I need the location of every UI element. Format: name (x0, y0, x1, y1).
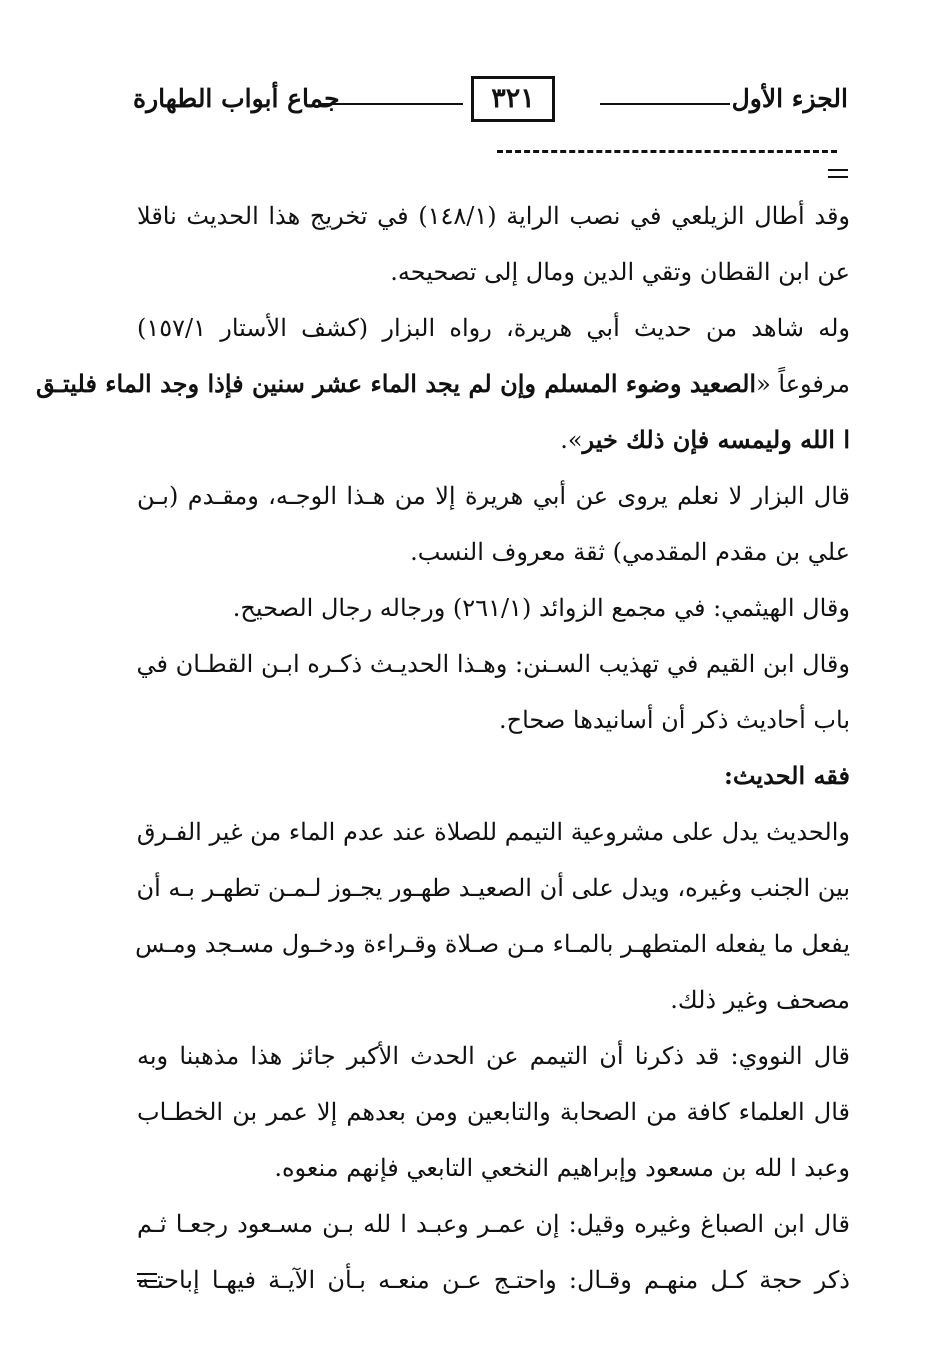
quote-end: ». (560, 426, 583, 454)
text-line: وقال الهيثمي: في مجمع الزوائد (٢٦١/١) ورجاله رجال الصحيح. (232, 594, 850, 622)
text-line: عن ابن القطان وتقي الدين ومال إلى تصحيحه. (390, 258, 850, 286)
hadith-quote-text: ا الله وليمسه فإن ذلك خير (582, 425, 850, 454)
volume-title: الجزء الأول (731, 84, 848, 113)
footnote-separator-dashes (497, 150, 837, 153)
text-line: قال النووي: قد ذكرنا أن التيمم عن الحدث الأكبر جائز هذا مذهبنا وبه (137, 1042, 850, 1070)
text-line: وعبد ا لله بن مسعود وإبراهيم النخعي التابعي فإنهم منعوه. (274, 1154, 850, 1182)
text-line: يفعل ما يفعله المتطهـر بالمـاء مـن صـلاة وقـراءة ودخـول مسـجد ومـس (135, 930, 850, 958)
main-text (35, 188, 851, 1308)
continuation-mark-top (828, 169, 848, 178)
quote-prefix: مرفوعاً « (756, 370, 850, 398)
hadith-quote-text: الصعيد وضوء المسلم وإن لم يجد الماء عشر سنين فإذا وجد الماء فليتـق (35, 369, 757, 398)
page-number: ٣٢١ (491, 83, 535, 114)
page-header (133, 76, 848, 128)
text-line: والحديث يدل على مشروعية التيمم للصلاة عند عدم الماء من غير الفـرق (136, 818, 850, 846)
header-rule-left (321, 103, 463, 105)
text-line: قال البزار لا نعلم يروى عن أبي هريرة إلا من هـذا الوجـه، ومقـدم (بـن (137, 482, 851, 510)
hadith-quote-line (35, 356, 850, 412)
text-line: قال العلماء كافة من الصحابة والتابعين ومن بعدهم إلا عمر بن الخطـاب (137, 1098, 850, 1126)
header-rule-right (600, 103, 730, 105)
text-line: مصحف وغير ذلك. (670, 986, 850, 1014)
section-heading: فقه الحديث: (723, 761, 850, 790)
page-number-box (471, 76, 555, 122)
text-line: وله شاهد من حديث أبي هريرة، رواه البزار (كشف الأستار ١٥٧/١) (137, 314, 851, 342)
chapter-title: جماع أبواب الطهارة (133, 84, 340, 113)
text-line: وقال ابن القيم في تهذيب السـنن: وهـذا الحديـث ذكـره ابـن القطـان في (136, 650, 850, 678)
text-line: باب أحاديث ذكر أن أسانيدها صحاح. (498, 706, 850, 734)
text-line: وقد أطال الزيلعي في نصب الراية (١٤٨/١) في تخريج هذا الحديث ناقلا (137, 202, 851, 230)
text-line: علي بن مقدم المقدمي) ثقة معروف النسب. (410, 538, 850, 566)
continuation-mark-bottom (137, 1273, 157, 1282)
text-line: بين الجنب وغيره، ويدل على أن الصعيـد طهـور يجـوز لـمـن تطهـر بـه أن (136, 874, 850, 902)
text-line: ذكر حجة كـل منهـم وقـال: واحتـج عـن منعـه بـأن الآيـة فيهـا إباحتـه (137, 1266, 850, 1294)
text-line: قال ابن الصباغ وغيره وقيل: إن عمـر وعبـد ا لله بـن مسـعود رجعـا ثـم (137, 1210, 850, 1238)
hadith-quote-line (137, 412, 850, 468)
